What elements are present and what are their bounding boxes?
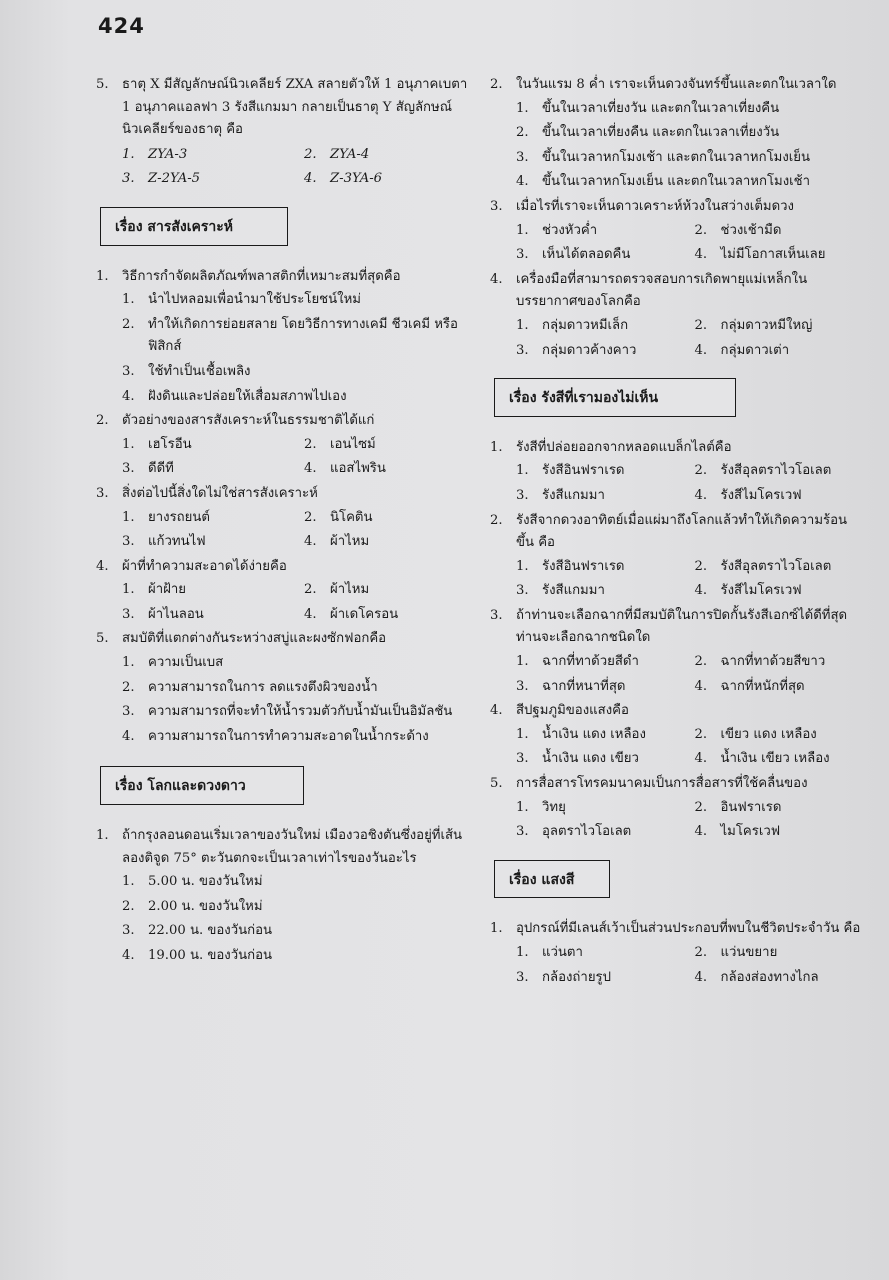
answer-option: 2. เอนไซม์ <box>304 436 376 452</box>
question-atomic-5 <box>96 74 478 142</box>
question-number: 3. <box>490 198 503 214</box>
question-number: 4. <box>96 558 109 574</box>
answer-options <box>490 98 865 196</box>
answer-option: 2. รังสีอุลตราไวโอเลต <box>694 558 832 574</box>
question <box>96 825 478 870</box>
answer-options <box>490 797 865 846</box>
question <box>490 269 865 314</box>
left-column <box>96 74 478 970</box>
question-text: การสื่อสารโทรคมนาคมเป็นการสื่อสารที่ใช้คลื่นของ <box>516 776 808 792</box>
answer-option: 3. ขึ้นในเวลาหกโมงเช้า และตกในเวลาหกโมงเย็น <box>516 149 811 165</box>
question-number: 1. <box>96 268 109 284</box>
answer-option: 1. ผ้าฝ้าย <box>122 582 186 598</box>
question-text: รังสีจากดวงอาทิตย์เมื่อแผ่มาถึงโลกแล้วทำให้เกิดความร้อนขึ้น คือ <box>516 512 848 551</box>
question-text: รังสีที่ปล่อยออกจากหลอดแบล็กไลต์คือ <box>516 439 732 455</box>
answer-option: 1. ขึ้นในเวลาเที่ยงวัน และตกในเวลาเที่ยงคืน <box>516 100 780 116</box>
answer-options <box>96 434 478 483</box>
section-questions <box>96 266 478 751</box>
answer-option: 2. 2.00 น. ของวันใหม่ <box>122 898 263 914</box>
answer-options <box>490 315 865 364</box>
answer-option: 2. ฉากที่ทาด้วยสีขาว <box>694 654 826 670</box>
answer-option: 2. ช่วงเช้ามืด <box>694 222 782 238</box>
answer-options <box>96 652 478 750</box>
answer-option: 3. ใช้ทำเป็นเชื้อเพลิง <box>122 363 251 379</box>
question <box>490 700 865 723</box>
question-text: ตัวอย่างของสารสังเคราะห์ในธรรมชาติได้แก่ <box>122 413 375 429</box>
answer-option: 4. ความสามารถในการทำความสะอาดในน้ำกระด้าง <box>122 728 429 744</box>
answer-option: 3. กลุ่มดาวค้างคาว <box>516 342 637 358</box>
right-column <box>490 74 865 991</box>
answer-options <box>490 460 865 509</box>
answer-option: 4. แอสไพริน <box>304 461 386 477</box>
question-text: สมบัติที่แตกต่างกันระหว่างสบู่และผงซักฟอกคือ <box>122 631 387 647</box>
answer-option: 4. ขึ้นในเวลาหกโมงเย็น และตกในเวลาหกโมงเช้า <box>516 174 811 190</box>
answer-option: 1. กลุ่มดาวหมีเล็ก <box>516 317 629 333</box>
answer-option: 4. กลุ่มดาวเต่า <box>694 342 790 358</box>
answer-option: 1. ฉากที่ทาด้วยสีดำ <box>516 654 639 670</box>
section-questions <box>96 825 478 970</box>
answer-option: 2. อินฟราเรด <box>694 799 782 815</box>
answer-option: 1. เฮโรอีน <box>122 436 192 452</box>
answer-options <box>96 289 478 410</box>
answer-option: 4. ผ้าเดโครอน <box>304 606 399 622</box>
question-text: อุปกรณ์ที่มีเลนส์เว้าเป็นส่วนประกอบที่พบในชีวิตประจำวัน คือ <box>516 921 861 937</box>
section-questions <box>490 918 865 991</box>
answer-option: 4. 19.00 น. ของวันก่อน <box>122 948 273 963</box>
answer-option: 3. ดีดีที <box>122 461 174 477</box>
answer-option: 3. ความสามารถที่จะทำให้น้ำรวมตัวกับน้ำมันเป็นอิมัลชัน <box>122 704 453 720</box>
answer-option: 4. รังสีไมโครเวฟ <box>694 487 802 503</box>
answer-option: 4. ไมโครเวฟ <box>694 824 781 840</box>
answer-option: 3. 22.00 น. ของวันก่อน <box>122 923 273 939</box>
answer-option: 2. ความสามารถในการ ลดแรงตึงผิวของน้ำ <box>122 679 378 695</box>
answer-options <box>490 724 865 773</box>
question-number: 3. <box>96 485 109 501</box>
answer-option: 4. ผ้าไหม <box>304 534 370 550</box>
question-number: 5. <box>96 631 109 647</box>
answer-option: 4. ฝังดินและปล่อยให้เสื่อมสภาพไปเอง <box>122 388 347 404</box>
answer-options <box>490 220 865 269</box>
section-heading-synthetic: เรื่อง สารสังเคราะห์ <box>100 207 288 246</box>
answer-option: 1. นำไปหลอมเพื่อนำมาใช้ประโยชน์ใหม่ <box>122 292 361 308</box>
question-number: 1. <box>490 439 503 455</box>
question-text: ถ้ากรุงลอนดอนเริ่มเวลาของวันใหม่ เมืองวอชิงตันซึ่งอยู่ที่เส้นลองติจูด 75° ตะวันตกจะเป็นเวลาเท่าไรของวันอะไร <box>122 828 463 866</box>
question <box>490 510 865 555</box>
question-text: สิ่งต่อไปนี้สิ่งใดไม่ใช่สารสังเคราะห์ <box>122 485 318 501</box>
answer-option: 2. ทำให้เกิดการย่อยสลาย โดยวิธีการทางเคมี ชีวเคมี หรือ ฟิสิกส์ <box>122 316 458 355</box>
answer-option: 3. อุลตราไวโอเลต <box>516 824 632 840</box>
answer-options <box>96 507 478 556</box>
question-number: 2. <box>490 77 503 92</box>
question <box>96 556 478 579</box>
answer-option: 2. เขียว แดง เหลือง <box>694 726 817 742</box>
question-number: 2. <box>96 413 109 429</box>
question-text: ถ้าท่านจะเลือกฉากที่มีสมบัติในการปิดกั้นรังสีเอกซ์ได้ดีที่สุดท่านจะเลือกฉากชนิดใด <box>516 607 848 646</box>
answer-options <box>490 556 865 605</box>
answer-options <box>96 871 478 969</box>
question-text: สีปฐมภูมิของแสงคือ <box>516 703 629 719</box>
section-heading-invisible-rays: เรื่อง รังสีที่เรามองไม่เห็น <box>494 378 736 417</box>
answer-option: 2. นิโคติน <box>304 509 373 525</box>
answer-option: 4. กล้องส่องทางไกล <box>694 969 819 985</box>
question-number: 5. <box>490 776 503 792</box>
question-number: 3. <box>490 607 503 623</box>
question-text: ธาตุ X มีสัญลักษณ์นิวเคลียร์ ZXA สลายตัวให้ 1 อนุภาคเบตา 1 อนุภาคแอลฟา 3 รังสีแกมมา กลายเป็นธาตุ Y สัญลักษณ์นิวเคลียร์ของธาตุ คือ <box>122 77 468 138</box>
question-number: 4. <box>490 271 503 287</box>
answer-option: 4. Z-3YA-6 <box>304 171 383 187</box>
answer-option: 1. วิทยุ <box>516 799 566 815</box>
question <box>490 773 865 796</box>
answer-option: 1. แว่นตา <box>516 945 583 960</box>
question-number: 4. <box>490 703 503 719</box>
answer-option: 1. น้ำเงิน แดง เหลือง <box>516 726 646 742</box>
question-text: ผ้าที่ทำความสะอาดได้ง่ายคือ <box>122 558 287 574</box>
answer-option: 1. รังสีอินฟราเรด <box>516 558 625 574</box>
question <box>490 196 865 219</box>
answer-option: 3. กล้องถ่ายรูป <box>516 969 611 985</box>
answer-options <box>96 144 478 193</box>
answer-option: 2. แว่นขยาย <box>694 945 778 960</box>
page-number: 424 <box>98 14 145 38</box>
question-text: เมื่อไรที่เราจะเห็นดาวเคราะห์ห้วงในสว่างเต็มดวง <box>516 198 794 214</box>
answer-options <box>490 942 865 991</box>
question <box>490 918 865 941</box>
answer-option: 4. ไม่มีโอกาสเห็นเลย <box>694 247 826 263</box>
question-number: 5. <box>96 77 109 92</box>
answer-options <box>490 651 865 700</box>
question <box>96 410 478 433</box>
question <box>490 437 865 460</box>
question-text: เครื่องมือที่สามารถตรวจสอบการเกิดพายุแม่เหล็กในบรรยากาศของโลกคือ <box>516 271 808 310</box>
answer-option: 1. ความเป็นเบส <box>122 655 224 671</box>
answer-option: 3. รังสีแกมมา <box>516 583 605 599</box>
answer-option: 3. ผ้าไนลอน <box>122 606 204 622</box>
question <box>490 74 865 97</box>
question <box>96 266 478 289</box>
answer-option: 1. 5.00 น. ของวันใหม่ <box>122 874 263 890</box>
answer-option: 1. ยางรถยนต์ <box>122 509 210 525</box>
answer-option: 1. ช่วงหัวค่ำ <box>516 222 598 238</box>
question <box>490 605 865 650</box>
question-number: 1. <box>96 828 109 844</box>
answer-option: 3. น้ำเงิน แดง เขียว <box>516 751 639 767</box>
answer-options <box>96 579 478 628</box>
answer-option: 2. รังสีอุลตราไวโอเลต <box>694 463 832 479</box>
section-heading-earth-stars: เรื่อง โลกและดวงดาว <box>100 766 304 805</box>
section-questions <box>490 74 865 364</box>
section-heading-light-color: เรื่อง แสงสี <box>494 860 610 899</box>
answer-option: 4. น้ำเงิน เขียว เหลือง <box>694 751 830 767</box>
answer-option: 4. รังสีไมโครเวฟ <box>694 583 802 599</box>
answer-option: 3. แก้วทนไฟ <box>122 534 206 550</box>
answer-option: 2. ผ้าไหม <box>304 582 370 598</box>
answer-option: 2. กลุ่มดาวหมีใหญ่ <box>694 317 813 333</box>
question <box>96 483 478 506</box>
answer-option: 3. รังสีแกมมา <box>516 487 605 503</box>
answer-option: 2. ขึ้นในเวลาเที่ยงคืน และตกในเวลาเที่ยงวัน <box>516 125 780 141</box>
answer-option: 4. ฉากที่หนักที่สุด <box>694 678 805 694</box>
answer-option: 1. ZYA-3 <box>122 146 188 162</box>
answer-option: 3. ฉากที่หนาที่สุด <box>516 678 626 694</box>
answer-option: 2. ZYA-4 <box>304 146 370 162</box>
question-text: วิธีการกำจัดผลิตภัณฑ์พลาสติกที่เหมาะสมที่สุดคือ <box>122 268 401 284</box>
answer-option: 3. Z-2YA-5 <box>122 171 201 187</box>
answer-option: 1. รังสีอินฟราเรด <box>516 463 625 479</box>
question-text: ในวันแรม 8 ค่ำ เราจะเห็นดวงจันทร์ขึ้นและตกในเวลาใด <box>516 77 837 92</box>
answer-option: 3. เห็นได้ตลอดคืน <box>516 247 631 263</box>
question-number: 2. <box>490 512 503 528</box>
section-questions <box>490 437 865 846</box>
question <box>96 628 478 651</box>
question-number: 1. <box>490 921 503 937</box>
